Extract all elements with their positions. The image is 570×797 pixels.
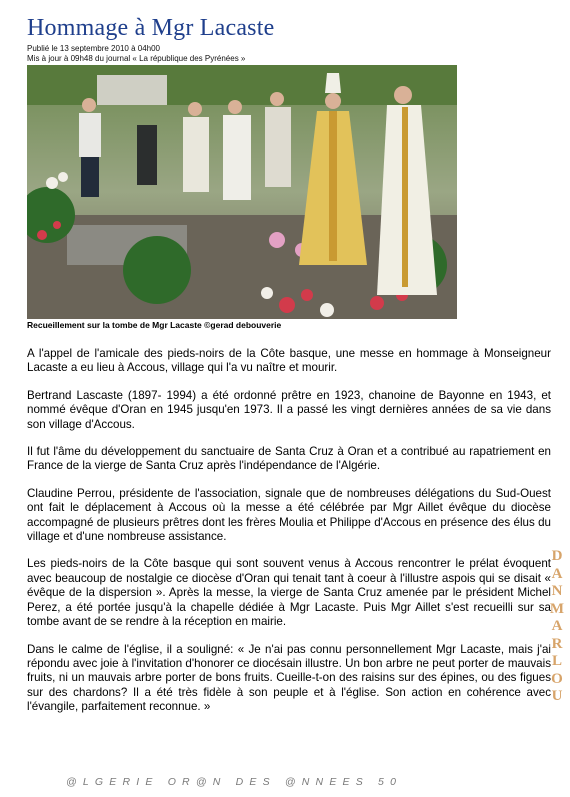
paragraph-2: Bertrand Lascaste (1897- 1994) a été ordonné prêtre en 1923, chanoine de Bayonne en 1943, et nommé évêque d'Oran en 1945 jusqu'en 1973. Il a passé les vingt dernières années de sa vie dans son village d'Accous. bbox=[27, 388, 551, 431]
paragraph-3: Il fut l'âme du développement du sanctuaire de Santa Cruz à Oran et a contribué au rapatriement en France de la vierge de Santa Cruz après l'indépendance de l'Algérie. bbox=[27, 445, 551, 473]
paragraph-4: Claudine Perrou, présidente de l'association, signale que de nombreuses délégations du Sud-Ouest ont fait le déplacement à Accous où la messe a été célébrée par Mgr Aillet évêque du diocèse accompagné de plusieurs prêtres dont les frères Moulia et Philippe d'Accous en présence des élus du village et d'une nombreuse assistance. bbox=[27, 486, 551, 544]
watermark-letter: L bbox=[551, 653, 562, 669]
photo-caption: Recueillement sur la tombe de Mgr Lacaste ©gerad debouverie bbox=[27, 320, 282, 330]
update-info: Mis à jour à 09h48 du journal « La république des Pyrénées » bbox=[27, 54, 246, 63]
article-photo bbox=[27, 65, 457, 319]
publication-date: Publié le 13 septembre 2010 à 04h00 bbox=[27, 44, 160, 53]
watermark-letter: A bbox=[551, 565, 563, 582]
watermark-letter: O bbox=[551, 670, 563, 687]
watermark-letter: U bbox=[551, 688, 563, 704]
watermark-letter: N bbox=[551, 583, 563, 599]
watermark-letter: D bbox=[551, 548, 563, 564]
paragraph-5: Les pieds-noirs de la Côte basque qui sont souvent venus à Accous rencontrer le prélat évoquent avec beaucoup de nostalgie ce diocèse d'Oran qui tenait tant à coeur à l'illustre aspois qui se disait « évêque de la dispersion ». Après la messe, la vierge de Santa Cruz amenée par le président Michel Perez, a été portée jusqu'à la chapelle dédiée à Mgr Lacaste. Puis Mgr Aillet s'est recueilli sur sa tombe avant de se rendre à la réception en mairie. bbox=[27, 557, 551, 629]
photo-illustration bbox=[27, 65, 457, 319]
watermark-vertical-signature bbox=[546, 548, 568, 706]
paragraph-1: A l'appel de l'amicale des pieds-noirs de la Côte basque, une messe en hommage à Monseigneur Lacaste a eu lieu à Accous, village qui l'a vu naître et mourir. bbox=[27, 347, 551, 375]
article-title: Hommage à Mgr Lacaste bbox=[27, 15, 275, 41]
watermark-letter: M bbox=[549, 600, 565, 617]
watermark-letter: R bbox=[551, 635, 563, 652]
watermark-letter: A bbox=[551, 618, 563, 634]
footer-signature: @LGERIE OR@N DES @NNEES 50 bbox=[66, 776, 403, 788]
article-body bbox=[27, 347, 551, 728]
paragraph-6: Dans le calme de l'église, il a souligné: « Je n'ai pas connu personnellement Mgr Lacaste, mais j'ai répondu avec joie à l'invitation d'honorer ce diocésain illustre. Un bon arbre ne peut porter de mauvais fruits, ni un mauvais arbre porter de bons fruits. Cueille-t-on des raisins sur des épines, ou des figues sur des chardons? Il a été très fidèle à son peuple et à l'église. Son action en cohérence avec l'évangile, parfaitement reconnue. » bbox=[27, 642, 551, 714]
